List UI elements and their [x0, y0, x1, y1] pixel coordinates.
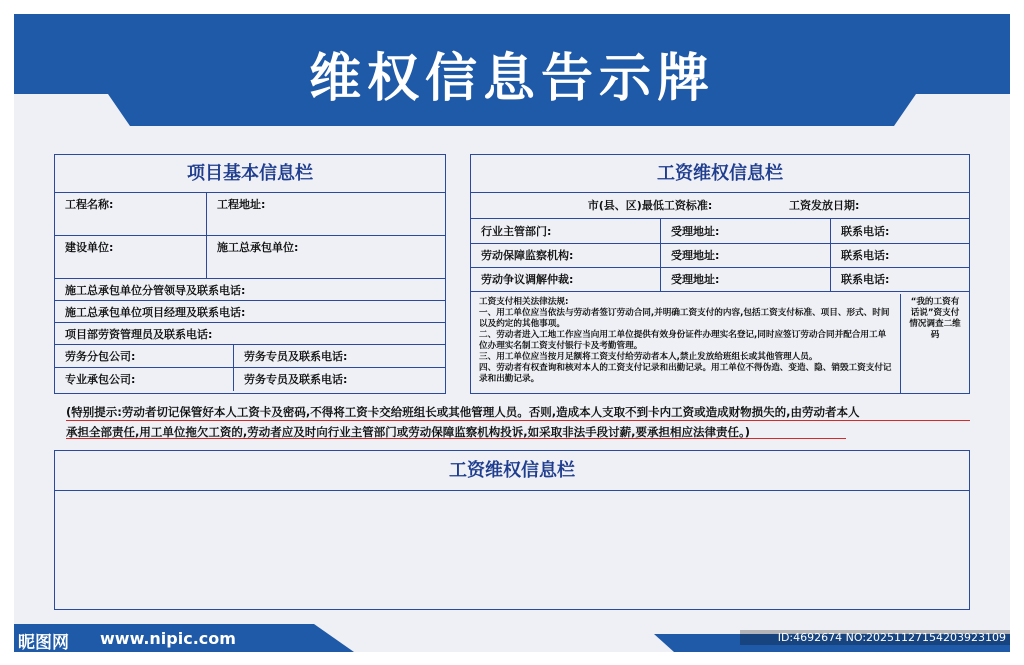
address-label: 受理地址:	[661, 268, 831, 291]
table-row	[55, 323, 445, 345]
labor-admin-label: 项目部劳资管理员及联系电话:	[65, 328, 213, 341]
phone-label: 联系电话:	[841, 249, 890, 262]
law-item: 一、用工单位应当依法与劳动者签订劳动合同,并明确工资支付的内容,包括工资支付标准、项目、形式、时间以及约定的其他事项。	[479, 308, 890, 329]
table-row	[55, 345, 445, 368]
table-row	[471, 244, 969, 268]
law-item: 二、劳动者进入工地工作应当向用工单位提供有效身份证件办理实名登记,同时应签订劳动合同并配合用工单位办理实名制工资支付银行卡及考勤管理。	[479, 330, 887, 351]
law-item: 三、用工单位应当按月足额将工资支付给劳动者本人,禁止发放给班组长或其他管理人员。	[479, 352, 818, 362]
minimum-wage-label: 市(县、区)最低工资标准:	[587, 199, 713, 212]
watermark-logo: 昵图网	[18, 633, 69, 653]
address-label: 受理地址:	[661, 244, 831, 267]
table-row	[55, 279, 445, 301]
watermark-url: www.nipic.com	[100, 629, 236, 648]
table-row	[55, 193, 445, 236]
wage-rights-title: 工资维权信息栏	[471, 155, 969, 193]
general-contractor-label: 施工总承包单位:	[217, 241, 299, 254]
table-row	[471, 219, 969, 244]
laws-heading: 工资支付相关法律法规:	[479, 297, 569, 307]
project-address-label: 工程地址:	[217, 198, 266, 211]
special-notice	[66, 402, 976, 442]
labor-subcontractor-label: 劳务分包公司:	[55, 345, 234, 367]
address-label: 受理地址:	[661, 219, 831, 243]
law-item: 四、劳动者有权查询和核对本人的工资支付记录和出勤记录。用工单位不得伪造、变造、隐、销毁工资支付记录和出勤记录。	[479, 363, 892, 384]
specialty-contractor-label: 专业承包公司:	[55, 368, 234, 391]
bottom-section-title: 工资维权信息栏	[55, 451, 969, 491]
labor-inspection-label: 劳动保障监察机构:	[471, 244, 661, 267]
wage-laws-text	[471, 294, 901, 393]
payday-label: 工资发放日期:	[789, 199, 860, 212]
table-row	[55, 368, 445, 391]
developer-label: 建设单位:	[55, 236, 207, 278]
notice-underline	[66, 420, 970, 421]
project-info-section	[54, 154, 446, 394]
notice-line-1: (特别提示:劳动者切记保管好本人工资卡及密码,不得将工资卡交给班组长或其他管理人员。否则,造成本人支取不到卡内工资或造成财物损失的,由劳动者本人	[66, 405, 860, 419]
arbitration-label: 劳动争议调解仲裁:	[471, 268, 661, 291]
authority-label: 行业主管部门:	[471, 219, 661, 243]
project-name-label: 工程名称:	[55, 193, 207, 235]
table-row	[471, 193, 969, 219]
labor-officer-label: 劳务专员及联系电话:	[244, 373, 348, 386]
table-row	[55, 236, 445, 279]
qr-code-note: “我的工资有话说”资支付情况调查二维码	[909, 297, 961, 340]
board-title: 维权信息告示牌	[308, 49, 715, 109]
table-row	[471, 268, 969, 292]
project-info-title: 项目基本信息栏	[55, 155, 445, 193]
project-manager-label: 施工总承包单位项目经理及联系电话:	[65, 306, 246, 319]
labor-officer-label: 劳务专员及联系电话:	[244, 350, 348, 363]
wage-rights-bottom-section	[54, 450, 970, 610]
watermark-id: ID:4692674 NO:20251127154203923109	[740, 630, 1010, 645]
notice-line-2: 承担全部责任,用工单位拖欠工资的,劳动者应及时向行业主管部门或劳动保障监察机构投诉,如采取非法手段讨薪,要承担相应法律责任。)	[66, 425, 750, 439]
wage-rights-section	[470, 154, 970, 394]
phone-label: 联系电话:	[841, 273, 890, 286]
notice-underline	[66, 438, 846, 439]
phone-label: 联系电话:	[841, 225, 890, 238]
table-row	[55, 301, 445, 323]
contractor-leader-label: 施工总承包单位分管领导及联系电话:	[65, 284, 246, 297]
